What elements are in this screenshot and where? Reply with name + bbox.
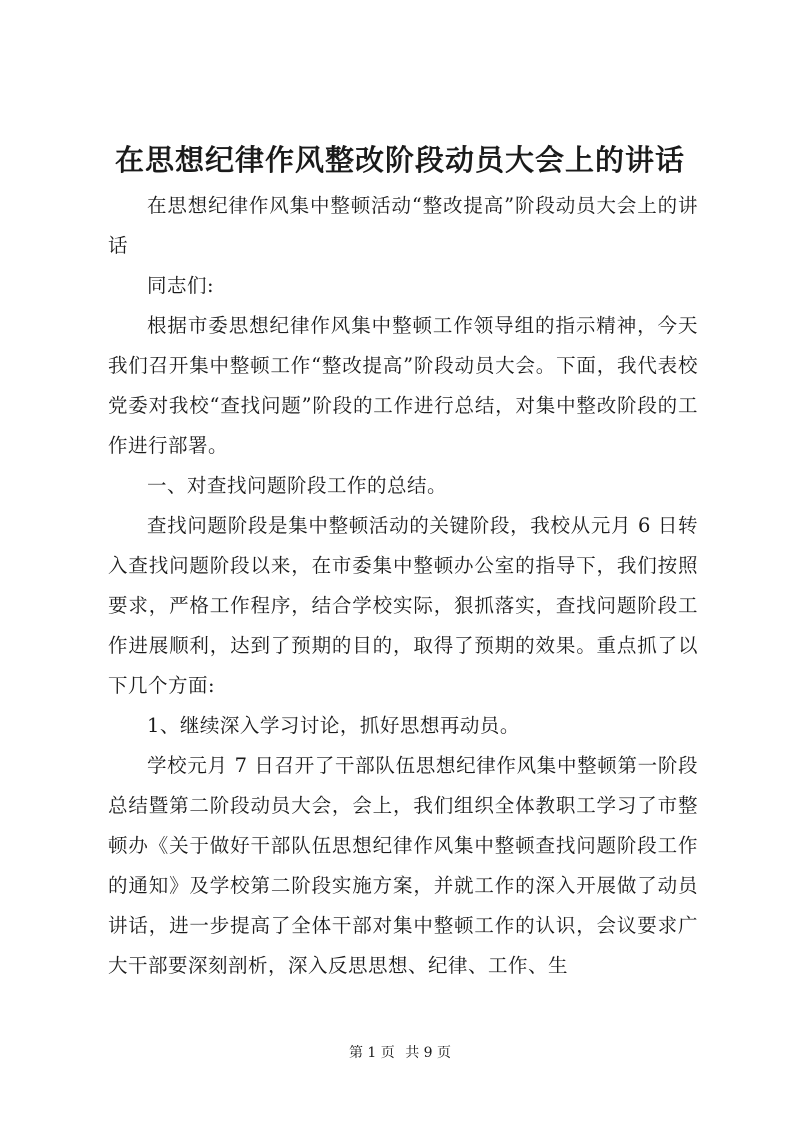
document-title: 在思想纪律作风整改阶段动员大会上的讲话 [114,143,685,177]
paragraph-detail: 学校元月 7 日召开了干部队伍思想纪律作风集中整顿第一阶段总结暨第二阶段动员大会，会上，我们组织全体教职工学习了市整顿办《关于做好干部队伍思想纪律作风集中整顿查找问题阶段工作的通知》及学校第二阶段实施方案，并就工作的深入开展做了动员讲话，进一步提高了全体干部对集中整顿工作的认识，会议要求广大干部要深刻剖析，深入反思思想、纪律、工作、生 [108,754,698,977]
page-footer [0,1043,800,1063]
page-total: 共 9 页 [405,1045,452,1061]
paragraph-subtitle: 在思想纪律作风集中整顿活动“整改提高”阶段动员大会上的讲话 [108,194,698,257]
document-body [108,186,698,986]
paragraph-section-heading: 一、对查找问题阶段工作的总结。 [147,474,448,497]
page-number: 第 1 页 [348,1045,395,1061]
paragraph-intro: 根据市委思想纪律作风集中整顿工作领导组的指示精神，今天我们召开集中整顿工作“整改提高”阶段动员大会。下面，我代表校党委对我校“查找问题”阶段的工作进行总结，对集中整改阶段的工作进行部署。 [108,314,698,457]
paragraph-summary: 查找问题阶段是集中整顿活动的关键阶段，我校从元月 6 日转入查找问题阶段以来，在市委集中整顿办公室的指导下，我们按照要求，严格工作程序，结合学校实际，狠抓落实，查找问题阶段工作进展顺利，达到了预期的目的，取得了预期的效果。重点抓了以下几个方面: [108,514,698,697]
paragraph-subheading-1: 1、继续深入学习讨论，抓好思想再动员。 [147,714,520,737]
paragraph-salutation: 同志们: [147,274,215,297]
